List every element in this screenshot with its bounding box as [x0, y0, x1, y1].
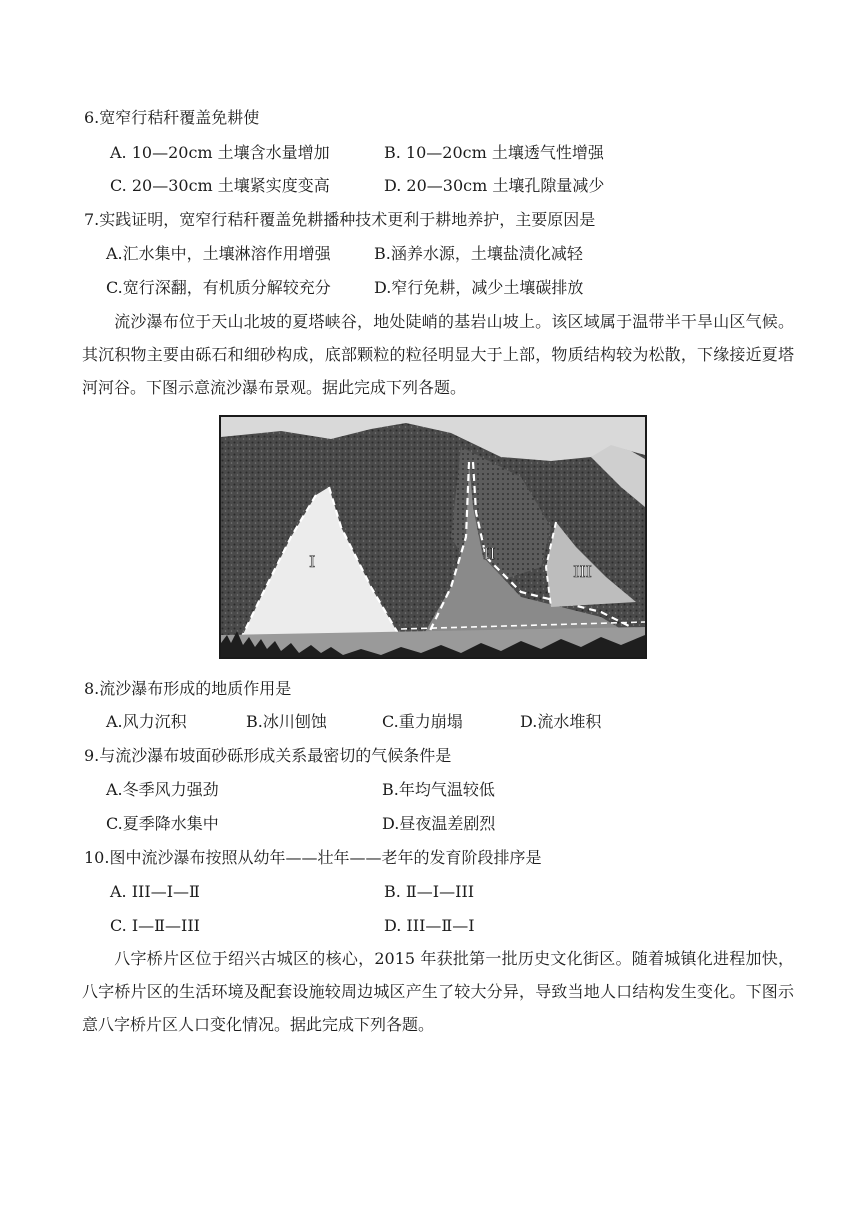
question-9-option-b: B.年均气温较低: [382, 780, 495, 799]
passage-liusha-waterfall: 流沙瀑布位于天山北坡的夏塔峡谷，地处陡峭的基岩山坡上。该区域属于温带半干旱山区气候。其沉积物主要由砾石和细砂构成，底部颗粒的粒径明显大于上部，物质结构较为松散，下缘接近夏塔河河谷。下图示意流沙瀑布景观。据此完成下列各题。: [82, 312, 794, 397]
passage-bazi-bridge: 八字桥片区位于绍兴古城区的核心，2015 年获批第一批历史文化街区。随着城镇化进程加快，八字桥片区的生活环境及配套设施较周边城区产生了较大分异，导致当地人口结构发生变化。下图示意八字桥片区人口变化情况。据此完成下列各题。: [82, 949, 794, 1034]
question-8-stem: 8.流沙瀑布形成的地质作用是: [84, 679, 292, 698]
question-6-option-d: D. 20—30cm 土壤孔隙量减少: [384, 176, 605, 195]
question-6-option-c: C. 20—30cm 土壤紧实度变高: [110, 176, 330, 195]
question-9-option-d: D.昼夜温差剧烈: [382, 814, 496, 833]
question-9-option-a: A.冬季风力强劲: [106, 780, 219, 799]
question-7-option-c: C.宽行深翻，有机质分解较充分: [106, 278, 331, 297]
question-10-option-c: C. Ⅰ—Ⅱ—III: [110, 916, 200, 935]
question-8-option-d: D.流水堆积: [520, 712, 602, 731]
label-fan-1: I: [309, 552, 316, 571]
question-10-option-d: D. III—Ⅱ—Ⅰ: [384, 916, 475, 935]
question-9-stem: 9.与流沙瀑布坡面砂砾形成关系最密切的气候条件是: [84, 746, 452, 765]
question-10-option-b: B. Ⅱ—Ⅰ—III: [384, 882, 475, 901]
question-8-option-a: A.风力沉积: [106, 712, 187, 731]
question-7-stem: 7.实践证明，宽窄行秸秆覆盖免耕播种技术更利于耕地养护，主要原因是: [84, 210, 596, 229]
question-6-option-b: B. 10—20cm 土壤透气性增强: [384, 143, 604, 162]
question-7-option-b: B.涵养水源，土壤盐渍化减轻: [374, 244, 583, 263]
question-7-option-d: D.窄行免耕，减少土壤碳排放: [374, 278, 584, 297]
label-fan-2: II: [483, 544, 496, 563]
question-7-option-a: A.汇水集中，土壤淋溶作用增强: [106, 244, 331, 263]
question-8-option-b: B.冰川刨蚀: [246, 712, 327, 731]
label-fan-3: III: [573, 562, 592, 581]
question-6-stem: 6.宽窄行秸秆覆盖免耕使: [84, 108, 260, 127]
question-6-option-a: A. 10—20cm 土壤含水量增加: [110, 143, 330, 162]
landscape-photo: [219, 415, 647, 659]
question-9-option-c: C.夏季降水集中: [106, 814, 219, 833]
question-8-option-c: C.重力崩塌: [382, 712, 463, 731]
question-10-option-a: A. III—Ⅰ—Ⅱ: [110, 882, 200, 901]
question-10-stem: 10.图中流沙瀑布按照从幼年——壮年——老年的发育阶段排序是: [84, 848, 542, 867]
